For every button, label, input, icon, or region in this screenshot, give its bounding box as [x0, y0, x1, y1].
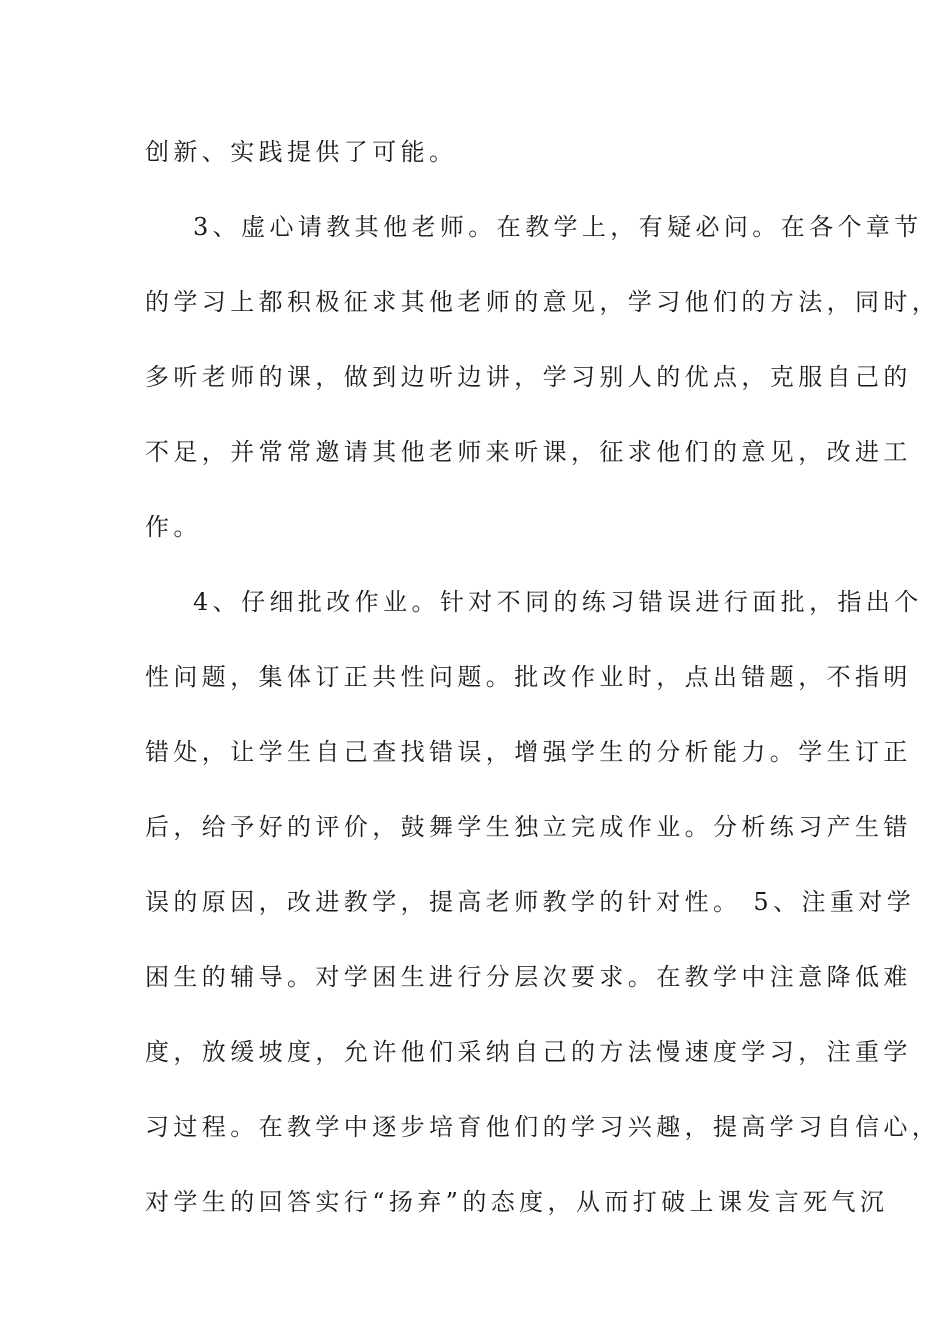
text-line: 性问题，集体订正共性问题。批改作业时，点出错题，不指明 [145, 663, 912, 691]
text-line: 误的原因，改进教学，提高老师教学的针对性。 5、注重对学 [145, 888, 916, 916]
text-line: 习过程。在教学中逐步培育他们的学习兴趣，提高学习自信心， [145, 1113, 941, 1141]
text-line: 错处，让学生自己查找错误，增强学生的分析能力。学生订正 [145, 738, 912, 766]
text-line: 的学习上都积极征求其他老师的意见，学习他们的方法，同时， [145, 288, 941, 316]
text-line: 度，放缓坡度，允许他们采纳自己的方法慢速度学习，注重学 [145, 1038, 912, 1066]
paragraph-3-start: 3、虚心请教其他老师。在教学上，有疑必问。在各个章节 [193, 213, 923, 241]
text-line: 作。 [145, 513, 202, 541]
paragraph-4-start: 4、仔细批改作业。针对不同的练习错误进行面批，指出个 [193, 588, 923, 616]
text-line: 对学生的回答实行“扬弃”的态度，从而打破上课发言死气沉 [145, 1188, 889, 1216]
text-line: 后，给予好的评价，鼓舞学生独立完成作业。分析练习产生错 [145, 813, 912, 841]
text-line: 多听老师的课，做到边听边讲，学习别人的优点，克服自己的 [145, 363, 912, 391]
text-line: 不足，并常常邀请其他老师来听课，征求他们的意见，改进工 [145, 438, 912, 466]
text-line: 困生的辅导。对学困生进行分层次要求。在教学中注意降低难 [145, 963, 912, 991]
text-line: 创新、实践提供了可能。 [145, 138, 458, 166]
